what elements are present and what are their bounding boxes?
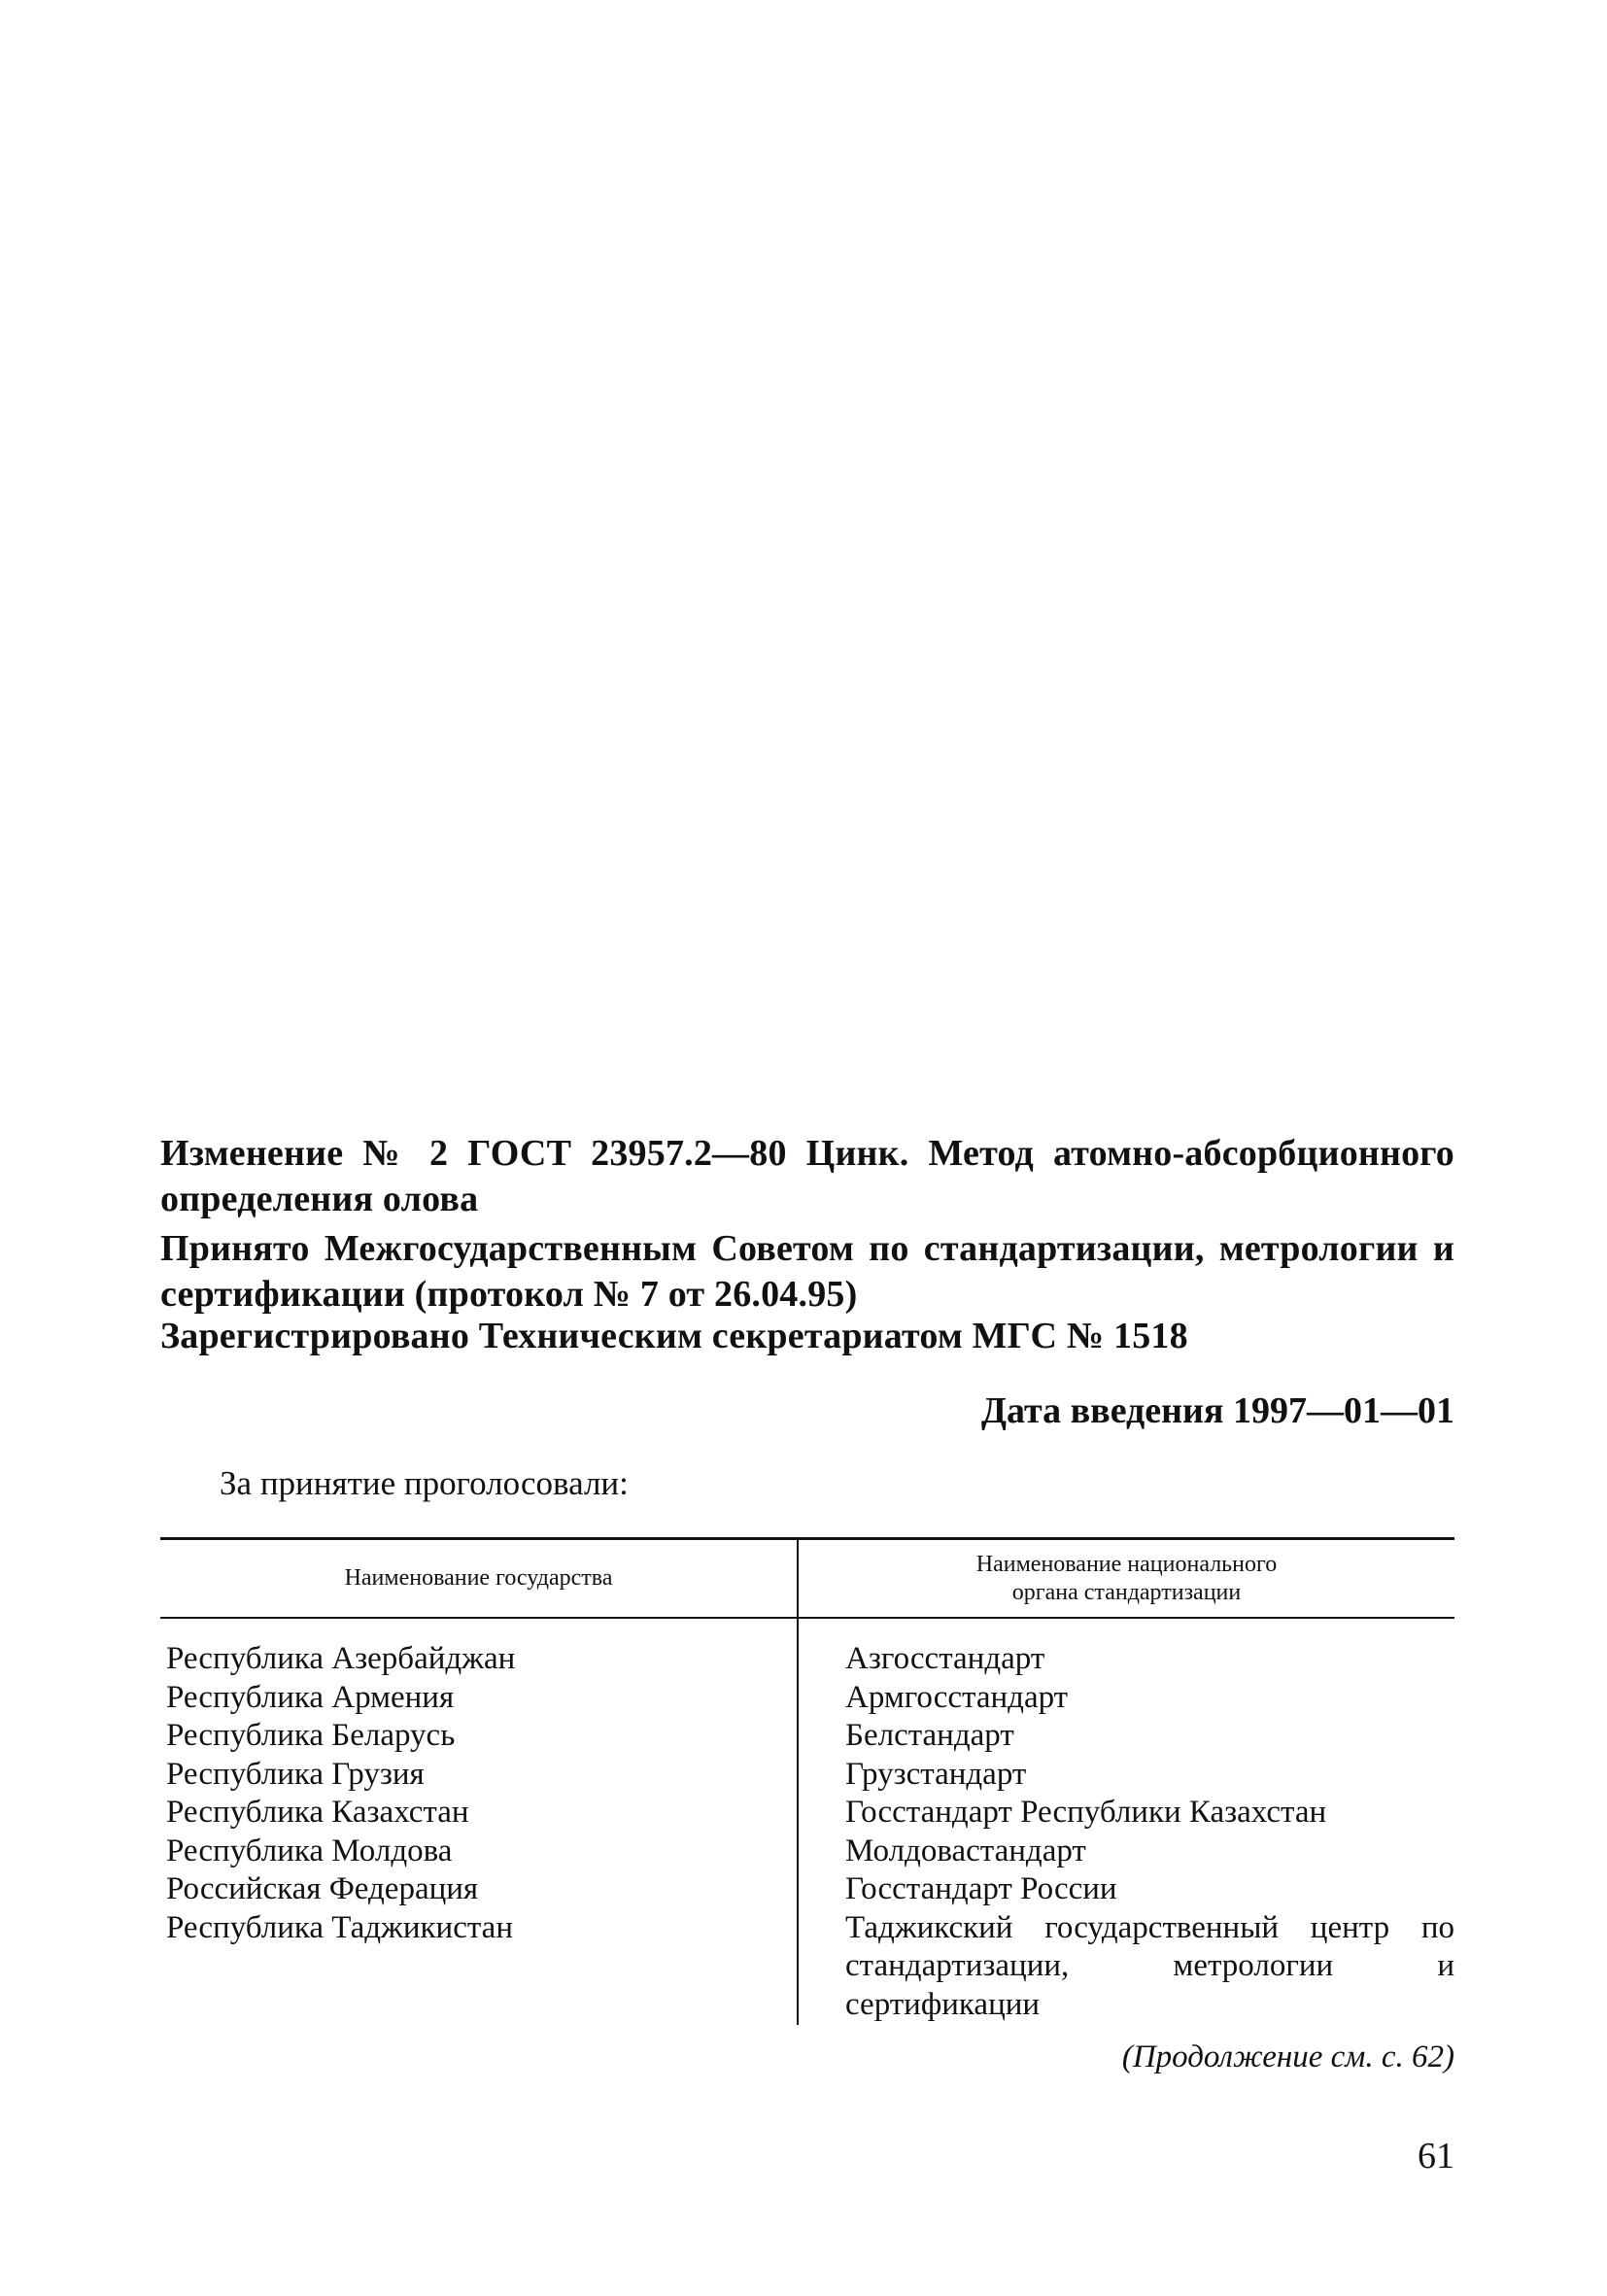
effective-date: Дата введения 1997—01—01 <box>980 1390 1454 1431</box>
table-row-state: Республика Молдова <box>166 1833 453 1868</box>
table-row-state: Республика Казахстан <box>166 1795 469 1830</box>
table-row-body: Таджикский государственный центр по стандартизации, метрологии и сертификации <box>845 1909 1454 2022</box>
state-column <box>166 1640 788 1947</box>
table-row-state: Республика Беларусь <box>166 1718 456 1753</box>
column-header-standards-body-text: Наименование национального органа стандартизации <box>975 1551 1278 1605</box>
amendment-title: Изменение № 2 ГОСТ 23957.2—80 Цинк. Метод атомно-абсорбционного определения олова <box>160 1133 1454 1219</box>
table-row-body: Молдовастандарт <box>845 1833 1086 1868</box>
continuation-note: (Продолжение см. с. 62) <box>1121 2039 1454 2074</box>
voting-table <box>160 1537 1454 2025</box>
table-row-body: Армгосстандарт <box>845 1679 1069 1715</box>
column-header-standards-body <box>799 1540 1454 1617</box>
table-row-state: Республика Таджикистан <box>166 1909 513 1945</box>
table-row-body: Грузстандарт <box>845 1756 1027 1792</box>
table-row-body: Азгосстандарт <box>845 1641 1045 1676</box>
table-row-state: Республика Армения <box>166 1679 455 1715</box>
table-row-body: Госстандарт России <box>845 1871 1117 1906</box>
table-row-state: Республика Грузия <box>166 1756 425 1792</box>
standards-body-column <box>845 1640 1454 2024</box>
voting-intro: За принятие проголосовали: <box>220 1464 629 1502</box>
column-header-state: Наименование государства <box>344 1565 613 1591</box>
registration-statement: Зарегистрировано Техническим секретариатом МГС № 1518 <box>160 1316 1188 1356</box>
table-header-rule <box>160 1617 1454 1619</box>
table-row-body: Белстандарт <box>845 1718 1014 1753</box>
table-row-state: Республика Азербайджан <box>166 1641 516 1676</box>
table-row-state: Российская Федерация <box>166 1871 479 1906</box>
page-number: 61 <box>1418 2136 1454 2176</box>
adoption-statement: Принято Межгосударственным Советом по стандартизации, метрологии и сертификации (протокол № 7 от 26.04.95) <box>160 1228 1454 1315</box>
table-row-body: Госстандарт Республики Казахстан <box>845 1795 1327 1830</box>
